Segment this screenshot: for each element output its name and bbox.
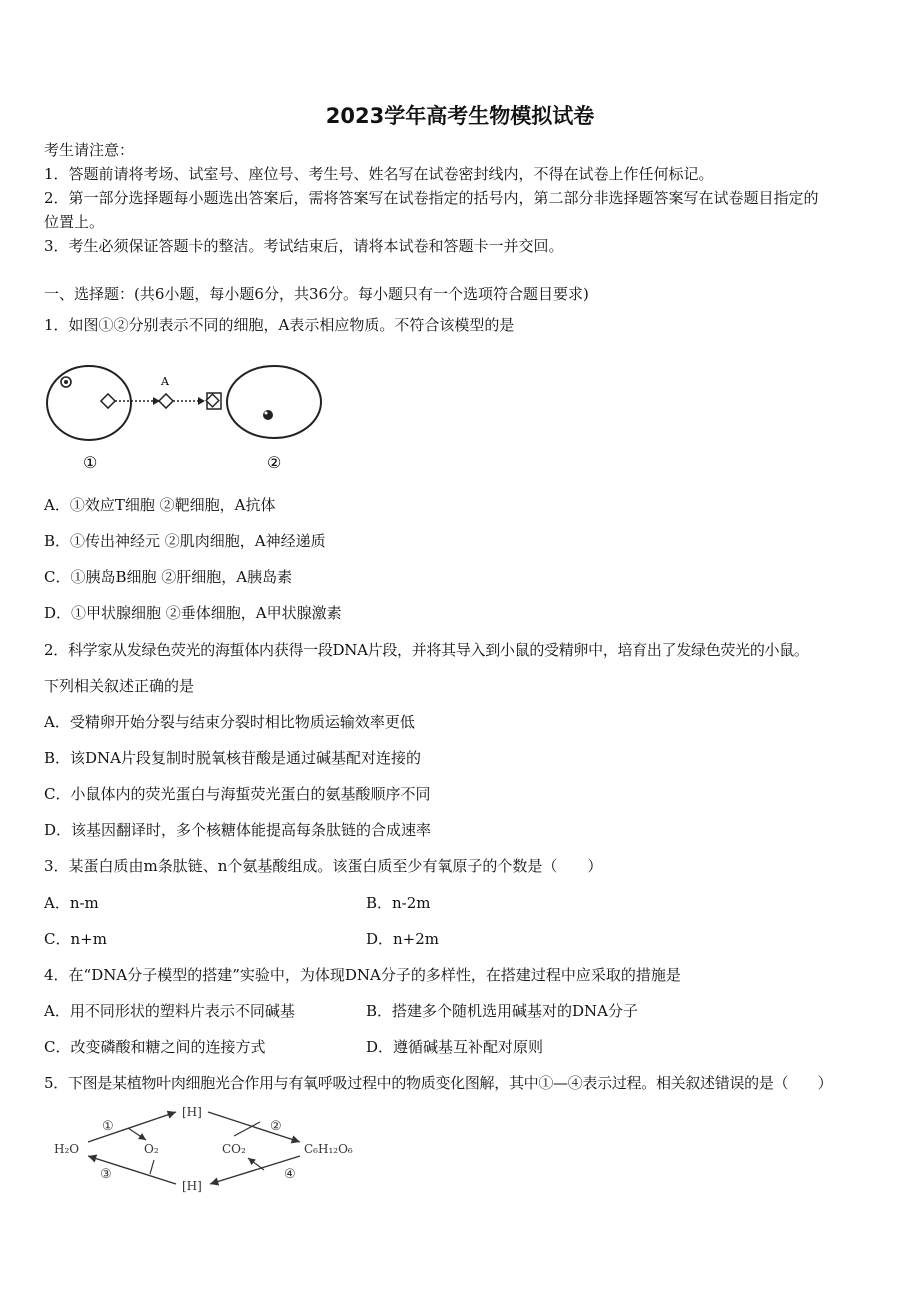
- q2-stem: 2．科学家从发绿色荧光的海蜇体内获得一段DNA片段，并将其导入到小鼠的受精卵中，培育出了发绿色荧光的小鼠。: [44, 641, 809, 659]
- q5-figure: [50, 1098, 380, 1198]
- q3-option-a: A．n-m: [44, 894, 99, 912]
- q3-option-b: B．n-2m: [366, 894, 431, 912]
- label-h-bottom: [H]: [182, 1179, 202, 1193]
- q4-option-b: B．搭建多个随机选用碱基对的DNA分子: [366, 1002, 639, 1020]
- section-heading: 一、选择题：(共6小题，每小题6分，共36分。每小题只有一个选项符合题目要求): [44, 285, 589, 303]
- cell-2-nucleus: [263, 410, 273, 420]
- q4-option-a: A．用不同形状的塑料片表示不同碱基: [44, 1002, 295, 1020]
- q4-stem: 4．在“DNA分子模型的搭建”实验中，为体现DNA分子的多样性，在搭建过程中应采取的措施是: [44, 966, 681, 984]
- notice-item-3: 3．考生必须保证答题卡的整洁。考试结束后，请将本试卷和答题卡一并交回。: [44, 237, 564, 255]
- label-h-top: [H]: [182, 1105, 202, 1119]
- label-process-3: ③: [100, 1167, 112, 1182]
- label-process-2: ②: [270, 1119, 282, 1134]
- notice-item-2-cont: 位置上。: [44, 213, 105, 231]
- q5-stem: 5．下图是某植物叶肉细胞光合作用与有氧呼吸过程中的物质变化图解，其中①—④表示过程。相关叙述错误的是（ ）: [44, 1074, 833, 1092]
- label-process-4: ④: [284, 1167, 296, 1182]
- cell-1-receptor: [101, 394, 115, 408]
- q2-option-a: A．受精卵开始分裂与结束分裂时相比物质运输效率更低: [44, 713, 415, 731]
- label-co2: CO₂: [222, 1142, 246, 1156]
- label-o2: O₂: [144, 1142, 159, 1156]
- q2-option-d: D．该基因翻译时，多个核糖体能提高每条肽链的合成速率: [44, 821, 432, 839]
- notice-item-1: 1．答题前请将考场、试室号、座位号、考生号、姓名写在试卷密封线内，不得在试卷上作任何标记。: [44, 165, 714, 183]
- cell-1-label: ①: [83, 453, 98, 472]
- q1-option-c: C．①胰岛B细胞 ②肝细胞，A胰岛素: [44, 568, 293, 586]
- q4-option-d: D．遵循碱基互补配对原则: [366, 1038, 544, 1056]
- q1-option-a: A．①效应T细胞 ②靶细胞，A抗体: [44, 496, 276, 514]
- q1-stem: 1．如图①②分别表示不同的细胞，A表示相应物质。不符合该模型的是: [44, 316, 515, 334]
- cell-2-label: ②: [267, 453, 282, 472]
- notice-item-2: 2．第一部分选择题每小题选出答案后，需将答案写在试卷指定的括号内，第二部分非选择题答案写在试卷题目指定的: [44, 189, 819, 207]
- q4-option-c: C．改变磷酸和糖之间的连接方式: [44, 1038, 266, 1056]
- exam-title: 2023学年高考生物模拟试卷: [325, 104, 595, 128]
- label-process-1: ①: [102, 1119, 114, 1134]
- cell-2-ellipse: [227, 366, 321, 438]
- label-A: A: [161, 375, 169, 388]
- label-h2o: H₂O: [54, 1142, 80, 1156]
- q3-stem: 3．某蛋白质由m条肽链、n个氨基酸组成。该蛋白质至少有氧原子的个数是（ ）: [44, 857, 603, 875]
- notice-heading: 考生请注意：: [44, 141, 135, 159]
- substance-A: [159, 394, 173, 408]
- q1-figure: [40, 365, 340, 475]
- q1-option-d: D．①甲状腺细胞 ②垂体细胞，A甲状腺激素: [44, 604, 342, 622]
- q2-option-b: B．该DNA片段复制时脱氧核苷酸是通过碱基配对连接的: [44, 749, 422, 767]
- q2-option-c: C．小鼠体内的荧光蛋白与海蜇荧光蛋白的氨基酸顺序不同: [44, 785, 431, 803]
- q1-option-b: B．①传出神经元 ②肌肉细胞，A神经递质: [44, 532, 326, 550]
- q3-option-c: C．n+m: [44, 930, 107, 948]
- cell-1-ellipse: [47, 366, 131, 440]
- q2-stem-cont: 下列相关叙述正确的是: [44, 677, 195, 695]
- label-glucose: C₆H₁₂O₆: [304, 1142, 353, 1156]
- q3-option-d: D．n+2m: [366, 930, 440, 948]
